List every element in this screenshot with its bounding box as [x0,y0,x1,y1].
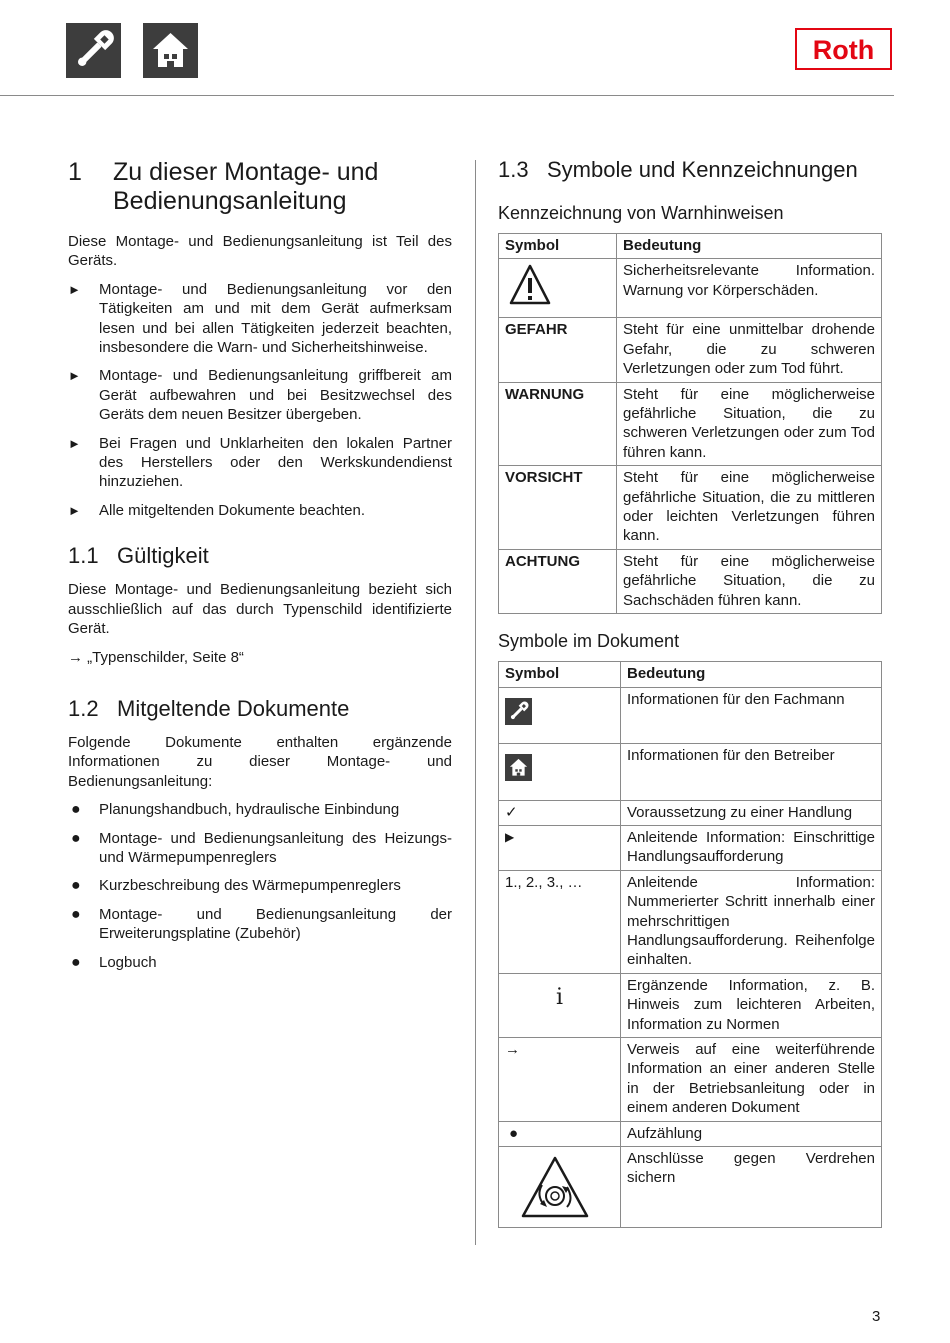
wrench-icon [505,698,532,725]
arrow-marker-icon: ► [68,281,81,297]
signal-word: VORSICHT [499,466,617,550]
symbol-cell [499,973,621,1037]
meaning-cell: Anleitende Information: Einschrittige Handlungsaufforderung [621,825,882,870]
section-1-1-heading [68,543,452,569]
bullet-icon: ● [71,829,81,847]
section-number: 1.2 [68,695,99,721]
document-list [68,800,452,972]
list-item-text: Bei Fragen und Unklarheiten den lokalen Partner des Herstellers oder den Werkskundendienst hinzuziehen. [99,434,452,491]
meaning-cell: Voraussetzung zu einer Handlung [621,800,882,825]
list-item [68,366,452,424]
numbering-symbol: 1., 2., 3., … [499,870,621,973]
table-row [499,687,882,743]
meaning-cell: Anschlüsse gegen Verdrehen sichern [621,1147,882,1228]
list-item [68,800,452,819]
meaning-cell: Steht für eine möglicherweise gefährliche Situation, die zu mittleren oder leichten Verletzungen führen kann. [617,466,882,550]
section-1-2-heading [68,696,452,722]
meaning-cell: Steht für eine unmittelbar drohende Gefahr, die zu schweren Verletzungen oder zum Tod führt. [617,318,882,382]
home-icon [143,23,198,78]
column-header: Symbol [499,234,617,259]
arrow-right-icon: → [68,648,83,666]
arrow-right-icon: → [499,1037,621,1121]
anti-twist-warning-icon [520,1155,590,1219]
arrow-marker-icon: ► [68,435,81,451]
meaning-cell: Informationen für den Betreiber [621,743,882,800]
bullet-icon: ● [499,1121,621,1146]
column-header: Symbol [499,662,621,687]
meaning-cell: Sicherheitsrelevante Information. Warnung vor Körperschäden. [617,259,882,318]
roth-logo [795,28,892,70]
section-title: Mitgeltende Dokumente [117,695,350,721]
page-number: 3 [872,1308,881,1325]
signal-word: GEFAHR [499,318,617,382]
cross-reference[interactable] [68,648,452,667]
symbol-cell [499,1147,621,1228]
table-row [499,743,882,800]
list-item [68,280,452,358]
signal-word: ACHTUNG [499,549,617,613]
bullet-icon: ● [71,801,81,819]
table-row [499,870,882,973]
table-row [499,259,882,318]
paragraph: Folgende Dokumente enthalten ergänzende Informationen zu dieser Montage- und Bedienungsanleitung: [68,733,452,790]
signal-word: WARNUNG [499,382,617,466]
list-item-text: Logbuch [99,953,157,971]
table-row [499,973,882,1037]
arrow-marker-icon: ► [68,368,81,384]
symbol-cell [499,259,617,318]
list-item-text: Alle mitgeltenden Dokumente beachten. [99,501,366,519]
meaning-cell: Anleitende Information: Nummerierter Schritt innerhalb einer mehrschrittigen Handlungsaufforderung. Reihenfolge einhalten. [621,870,882,973]
list-item [68,876,452,895]
meaning-cell: Aufzählung [621,1121,882,1146]
column-divider [475,160,476,1245]
symbol-table-heading: Symbole im Dokument [498,631,680,652]
right-column [498,157,882,1244]
table-row [499,549,882,613]
meaning-cell: Steht für eine möglicherweise gefährliche Situation, die zu Sachschäden führen kann. [617,549,882,613]
warning-triangle-icon [509,263,551,307]
info-icon: i [555,984,564,1010]
table-row [499,825,882,870]
instruction-list [68,280,452,520]
list-item-text: Montage- und Bedienungsanleitung griffbereit am Gerät aufbewahren und bei Besitzwechsel des Geräts dem neuen Besitzer übergeben. [99,367,452,424]
section-number: 1.3 [498,157,529,182]
meaning-cell: Informationen für den Fachmann [621,687,882,743]
column-header: Bedeutung [621,662,882,687]
meaning-cell: Steht für eine möglicherweise gefährliche Situation, die zu schweren Verletzungen oder zum Tod führen kann. [617,382,882,466]
cross-reference-text: „Typenschilder, Seite 8“ [87,648,244,666]
header-rule [0,95,894,96]
section-title-line: Bedienungsanleitung [113,187,347,215]
checkmark-icon: ✓ [499,800,621,825]
paragraph: Diese Montage- und Bedienungsanleitung ist Teil des Geräts. [68,233,452,270]
list-item [68,434,452,492]
section-1-3-heading [498,157,882,183]
table-row [499,1121,882,1146]
table-row [499,318,882,382]
table-row [499,1147,882,1228]
home-icon [505,754,532,781]
meaning-cell: Ergänzende Information, z. B. Hinweis zum leichteren Arbeiten, Information zu Normen [621,973,882,1037]
list-item [68,953,452,972]
list-item-text: Montage- und Bedienungsanleitung vor den Tätigkeiten am und mit dem Gerät aufmerksam lesen und bei allen Tätigkeiten jederzeit beachten, insbesondere die Warn- und Sicherheitshinweise. [99,280,452,357]
list-item-text: Planungshandbuch, hydraulische Einbindung [99,801,400,819]
list-item [68,501,452,520]
meaning-cell: Verweis auf eine weiterführende Information an einer anderen Stelle in der Betriebsanleitung oder in einem anderen Dokument [621,1037,882,1121]
list-item [68,829,452,868]
symbol-table [498,661,882,1228]
column-header: Bedeutung [617,234,882,259]
table-header-row [499,662,882,687]
list-item [68,905,452,944]
arrow-marker-icon: ► [68,502,81,518]
symbol-cell [499,743,621,800]
list-item-text: Kurzbeschreibung des Wärmepumpenreglers [99,877,401,895]
warning-table-heading: Kennzeichnung von Warnhinweisen [498,203,784,223]
table-header-row [499,234,882,259]
section-title-line: Zu dieser Montage- und [113,158,379,186]
section-title [113,158,378,216]
logo-text: Roth [812,35,875,65]
section-title: Symbole und Kennzeichnungen [547,157,858,182]
section-title: Gültigkeit [117,543,209,569]
paragraph: Diese Montage- und Bedienungsanleitung bezieht sich ausschließlich auf das durch Typenschild identifizierte Gerät. [68,581,452,638]
list-item-text: Montage- und Bedienungsanleitung der Erweiterungsplatine (Zubehör) [99,905,452,943]
section-1-heading [68,158,452,216]
play-arrow-icon: ▶ [499,825,621,870]
table-row [499,466,882,550]
list-item-text: Montage- und Bedienungsanleitung des Heizungs- und Wärmepumpenreglers [99,829,452,866]
wrench-icon [66,23,121,78]
warning-table [498,233,882,614]
bullet-icon: ● [71,905,81,923]
section-number: 1.1 [68,543,99,569]
bullet-icon: ● [71,953,81,971]
bullet-icon: ● [71,877,81,895]
section-number: 1 [68,158,82,186]
table-row [499,800,882,825]
table-row [499,382,882,466]
symbol-cell [499,687,621,743]
left-column [68,158,452,981]
table-row [499,1037,882,1121]
